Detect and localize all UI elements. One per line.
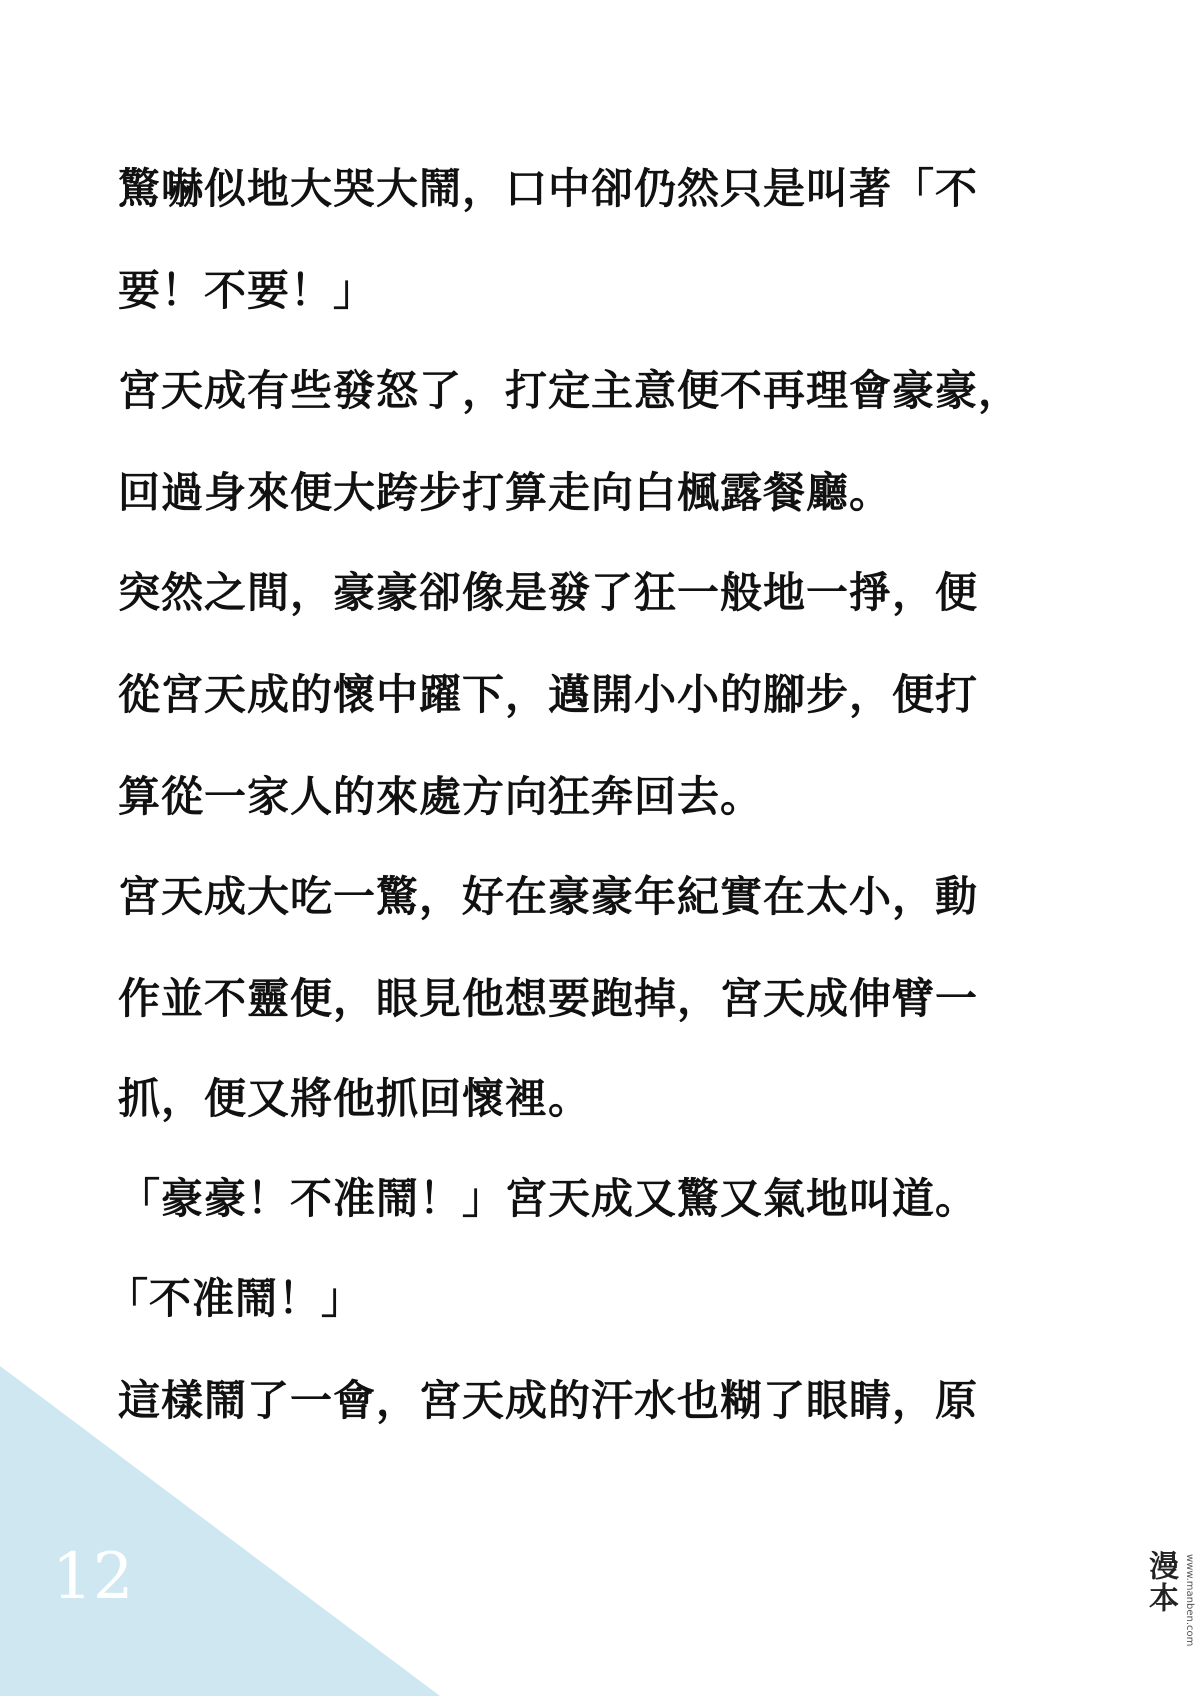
text-line: 宮天成大吃一驚，好在豪豪年紀實在太小，動 [118,872,979,921]
text-line: 作並不靈便，眼見他想要跑掉，宮天成伸臂一 [118,974,979,1023]
text-line: 抓，便又將他抓回懷裡。 [118,1074,592,1123]
text-line: 「不准鬧！」 [106,1274,365,1323]
text-line: 從宮天成的懷中躍下，邁開小小的腳步，便打 [118,670,979,719]
text-line: 驚嚇似地大哭大鬧，口中卻仍然只是叫著「不 [118,164,979,213]
text-line: 這樣鬧了一會，宮天成的汗水也糊了眼睛，原 [118,1376,979,1425]
text-line: 算從一家人的來處方向狂奔回去。 [118,772,764,821]
page-number: 12 [52,1540,134,1614]
watermark-url: www.manben.com [1184,1554,1195,1647]
text-line: 回過身來便大跨步打算走向白楓露餐廳。 [118,468,893,517]
text-line: 「豪豪！不准鬧！」宮天成又驚又氣地叫道。 [118,1174,979,1223]
text-line: 突然之間，豪豪卻像是發了狂一般地一掙，便 [118,568,979,617]
watermark-logo: 漫本 [1143,1550,1178,1614]
text-line: 要！不要！」 [118,266,377,315]
watermark [1138,1550,1200,1696]
text-line: 宮天成有些發怒了，打定主意便不再理會豪豪， [118,366,1022,415]
